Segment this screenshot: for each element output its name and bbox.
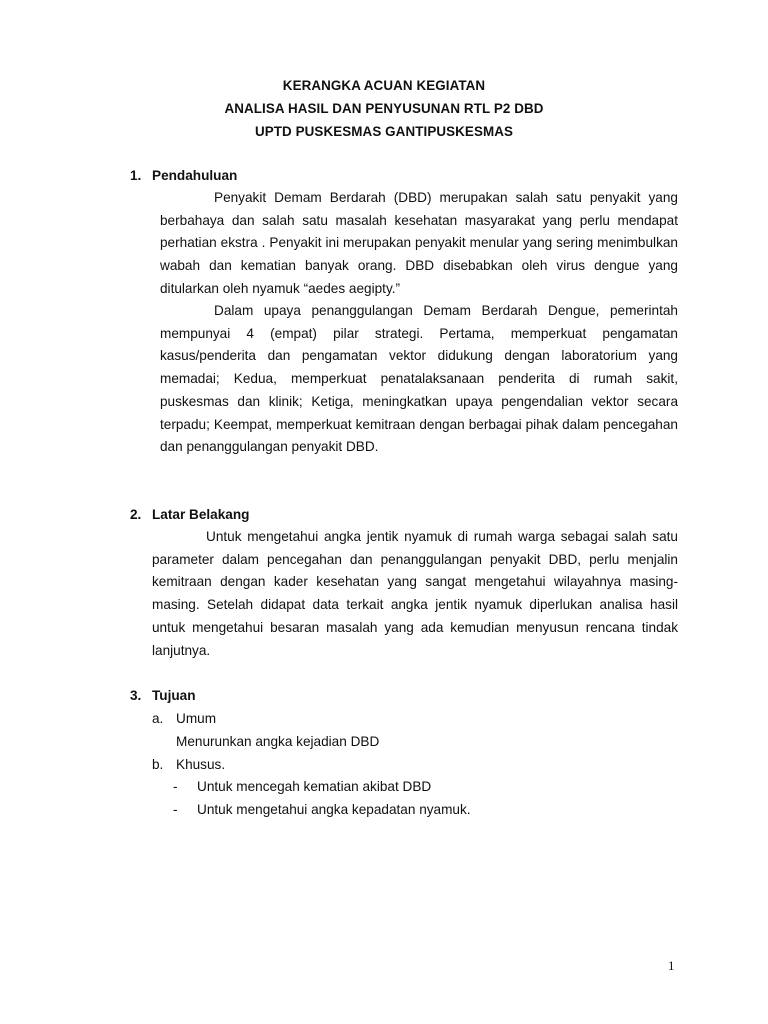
- list-item-label: Khusus.: [176, 757, 226, 772]
- section-number: 1.: [130, 168, 142, 183]
- page-number: 1: [668, 958, 675, 973]
- list-item: [152, 708, 216, 730]
- section-heading: [130, 504, 249, 526]
- bullet-item: [173, 799, 471, 821]
- list-marker: a.: [152, 711, 164, 726]
- list-marker: b.: [152, 757, 164, 772]
- bullet-item: [173, 776, 431, 798]
- header-title-line-3: UPTD PUSKESMAS GANTIPUSKESMAS: [254, 124, 514, 139]
- list-item-text: Menurunkan angka kejadian DBD: [176, 734, 380, 749]
- section-heading: [130, 165, 237, 187]
- bullet-text: Untuk mencegah kematian akibat DBD: [197, 779, 432, 794]
- section-title: Latar Belakang: [152, 507, 250, 522]
- list-item: [152, 754, 225, 776]
- section-number: 2.: [130, 507, 142, 522]
- header-title-line-2: ANALISA HASIL DAN PENYUSUNAN RTL P2 DBD: [224, 101, 544, 116]
- paragraph: Dalam upaya penanggulangan Demam Berdarah Dengue, pemerintah mempunyai 4 (empat) pilar strategi. Pertama, memperkuat pengamatan kasus/penderita dan pengamatan vektor didukung dengan laboratorium yang memadai; Kedua, memperkuat penatalaksanaan penderita di rumah sakit, puskesmas dan klinik; Ketiga, meningkatkan upaya pengendalian vektor secara terpadu; Keempat, memperkuat kemitraan dengan berbagai pihak dalam pencegahan dan penanggulangan penyakit DBD.: [160, 303, 678, 455]
- document-header: [0, 74, 768, 143]
- bullet-text: Untuk mengetahui angka kepadatan nyamuk.: [197, 802, 471, 817]
- dash-marker: -: [173, 779, 178, 794]
- paragraph: Penyakit Demam Berdarah (DBD) merupakan salah satu penyakit yang berbahaya dan salah satu masalah kesehatan masyarakat yang perlu mendapat perhatian ekstra . Penyakit ini merupakan penyakit menular yang sering menimbulkan wabah dan kematian banyak orang. DBD disebabkan oleh virus dengue yang ditularkan oleh nyamuk “aedes aegipty.”: [160, 190, 678, 296]
- paragraph: Untuk mengetahui angka jentik nyamuk di rumah warga sebagai salah satu parameter dalam pencegahan dan penanggulangan penyakit DBD, perlu menjalin kemitraan dengan kader kesehatan yang sangat mengetahui wilayahnya masing-masing. Setelah didapat data terkait angka jentik nyamuk diperlukan analisa hasil untuk mengetahui besaran masalah yang ada kemudian menyusun rencana tindak lanjutnya.: [152, 529, 678, 658]
- section-number: 3.: [130, 688, 142, 703]
- list-item-label: Umum: [176, 711, 217, 726]
- dash-marker: -: [173, 802, 178, 817]
- header-title-line-1: KERANGKA ACUAN KEGIATAN: [282, 78, 486, 93]
- section-heading: [130, 685, 196, 707]
- section-title: Tujuan: [152, 688, 196, 703]
- section-title: Pendahuluan: [152, 168, 238, 183]
